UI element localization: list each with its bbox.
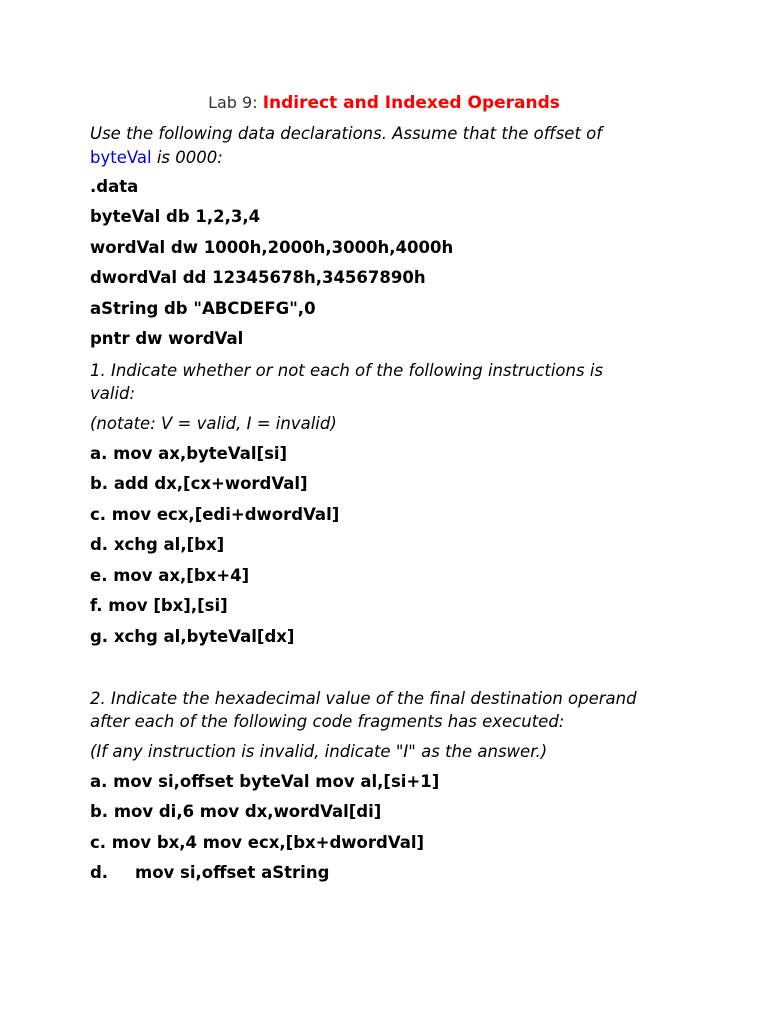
- data-decl-pntr: pntr dw wordVal: [90, 329, 244, 348]
- data-decl-wordval: wordVal dw 1000h,2000h,3000h,4000h: [90, 238, 454, 257]
- data-directive: .data: [90, 177, 139, 196]
- q2-note: (If any instruction is invalid, indicate "I" as the answer.): [90, 742, 548, 761]
- q2-item-a: a. mov si,offset byteVal mov al,[si+1]: [90, 772, 440, 791]
- q1-prompt-line-2: valid:: [90, 384, 136, 403]
- q1-prompt-line-1: 1. Indicate whether or not each of the following instructions is: [90, 361, 603, 380]
- data-decl-dwordval: dwordVal dd 12345678h,34567890h: [90, 268, 426, 287]
- q1-item-f: f. mov [bx],[si]: [90, 596, 228, 615]
- q2-prompt-line-2: after each of the following code fragments has executed:: [90, 712, 565, 731]
- intro-line-2: [90, 146, 223, 169]
- data-decl-byteval: byteVal db 1,2,3,4: [90, 207, 261, 226]
- q2-item-d: [90, 863, 329, 882]
- q1-item-g: g. xchg al,byteVal[dx]: [90, 627, 295, 646]
- data-decl-astring: aString db "ABCDEFG",0: [90, 299, 316, 318]
- q2-item-c: c. mov bx,4 mov ecx,[bx+dwordVal]: [90, 833, 425, 852]
- q1-item-c: c. mov ecx,[edi+dwordVal]: [90, 505, 340, 524]
- q2-item-d-text: mov si,offset aString: [135, 863, 330, 882]
- page-title: [0, 92, 768, 114]
- q2-prompt-line-1: 2. Indicate the hexadecimal value of the final destination operand: [90, 689, 637, 708]
- byteval-highlight: byteVal: [90, 148, 152, 167]
- lab-prefix: Lab 9:: [208, 93, 258, 112]
- q1-item-e: e. mov ax,[bx+4]: [90, 566, 250, 585]
- q1-item-a: a. mov ax,byteVal[si]: [90, 444, 288, 463]
- intro-line-1: Use the following data declarations. Assume that the offset of: [90, 124, 603, 143]
- q1-item-d: d. xchg al,[bx]: [90, 535, 225, 554]
- q1-item-b: b. add dx,[cx+wordVal]: [90, 474, 308, 493]
- lab-title: Indirect and Indexed Operands: [262, 93, 560, 113]
- intro-line-2-rest: is 0000:: [156, 148, 223, 167]
- q1-note: (notate: V = valid, I = invalid): [90, 414, 337, 433]
- q2-item-d-label: d.: [90, 863, 109, 882]
- q2-item-b: b. mov di,6 mov dx,wordVal[di]: [90, 802, 382, 821]
